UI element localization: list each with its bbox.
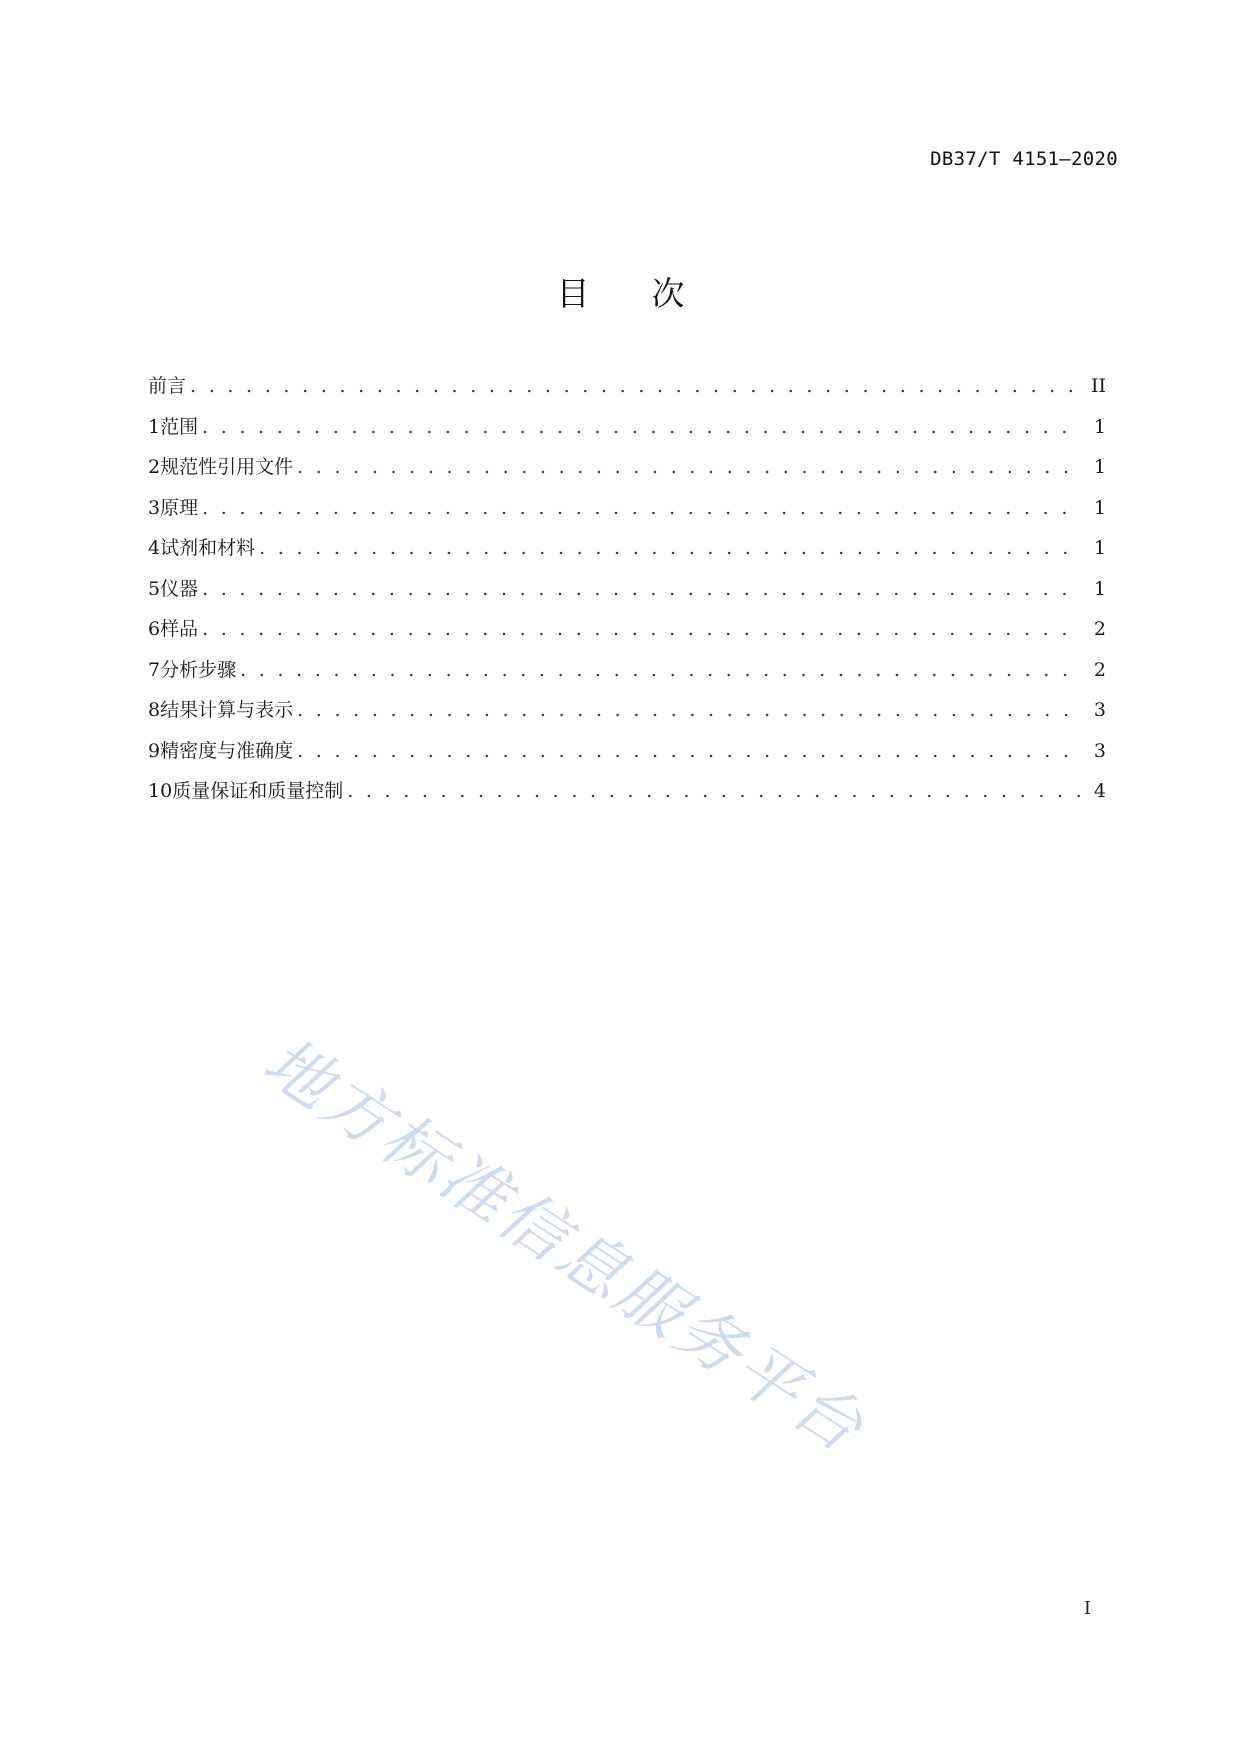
toc-entry-9[interactable]	[148, 736, 1106, 777]
toc-entry-page: 1	[1093, 415, 1106, 438]
toc-entry-label: 试剂和材料	[160, 537, 256, 559]
toc-entry-number: 2	[148, 456, 161, 478]
toc-entry-label: 样品	[160, 618, 199, 640]
toc-leader-dots	[202, 618, 1080, 640]
toc-entry-number: 1	[148, 415, 161, 438]
toc-entry-label: 质量保证和质量控制	[172, 780, 344, 802]
toc-entry-page: 2	[1093, 658, 1106, 681]
toc-title-char-2: 次	[651, 274, 685, 313]
toc-leader-dots	[259, 537, 1080, 559]
toc-entry-label: 范围	[160, 415, 199, 438]
toc-entry-label: 原理	[160, 496, 199, 519]
toc-entry-page: 2	[1093, 618, 1106, 640]
toc-entry-number: 5	[148, 577, 161, 600]
toc-entry-page: 1	[1093, 537, 1106, 559]
toc-leader-dots	[240, 659, 1080, 681]
toc-leader-dots	[297, 740, 1080, 762]
toc-entry-number: 8	[148, 699, 161, 721]
toc-leader-dots	[347, 780, 1080, 802]
toc-entry-number: 3	[148, 496, 161, 519]
toc-entry-label: 结果计算与表示	[160, 699, 294, 721]
watermark: 地方标准信息服务平台	[249, 1022, 879, 1469]
toc-list	[148, 371, 1106, 817]
toc-entry-5[interactable]	[148, 574, 1106, 615]
toc-entry-page: 3	[1093, 699, 1106, 721]
toc-title	[0, 268, 1241, 315]
toc-entry-label: 分析步骤	[160, 658, 237, 681]
toc-leader-dots	[190, 375, 1080, 397]
toc-entry-page: 1	[1093, 456, 1106, 478]
toc-leader-dots	[297, 699, 1080, 721]
toc-leader-dots	[202, 497, 1080, 519]
toc-entry-10[interactable]	[148, 776, 1106, 817]
toc-entry-page: 1	[1093, 577, 1106, 600]
toc-entry-number: 6	[148, 618, 161, 640]
toc-entry-page: 4	[1093, 780, 1106, 802]
toc-entry-number: 10	[148, 780, 173, 802]
toc-title-char-1: 目	[556, 274, 590, 313]
toc-entry-foreword[interactable]	[148, 371, 1106, 412]
toc-entry-1[interactable]	[148, 412, 1106, 453]
toc-entry-label: 精密度与准确度	[160, 739, 294, 762]
toc-entry-3[interactable]	[148, 493, 1106, 534]
toc-entry-page: 1	[1093, 496, 1106, 519]
document-code: DB37/T 4151—2020	[930, 148, 1118, 170]
toc-leader-dots	[202, 416, 1080, 438]
toc-leader-dots	[202, 578, 1080, 600]
toc-entry-7[interactable]	[148, 655, 1106, 696]
toc-entry-number: 9	[148, 739, 161, 762]
toc-leader-dots	[297, 456, 1080, 478]
toc-entry-number: 4	[148, 537, 161, 559]
toc-entry-label: 前言	[148, 375, 187, 397]
toc-entry-2[interactable]	[148, 452, 1106, 493]
toc-entry-page: II	[1090, 375, 1106, 397]
toc-entry-number: 7	[148, 658, 161, 681]
toc-entry-4[interactable]	[148, 533, 1106, 574]
page-number: I	[1083, 1598, 1091, 1619]
toc-entry-8[interactable]	[148, 695, 1106, 736]
toc-entry-label: 仪器	[160, 577, 199, 600]
toc-entry-page: 3	[1093, 739, 1106, 762]
toc-entry-6[interactable]	[148, 614, 1106, 655]
toc-entry-label: 规范性引用文件	[160, 456, 294, 478]
